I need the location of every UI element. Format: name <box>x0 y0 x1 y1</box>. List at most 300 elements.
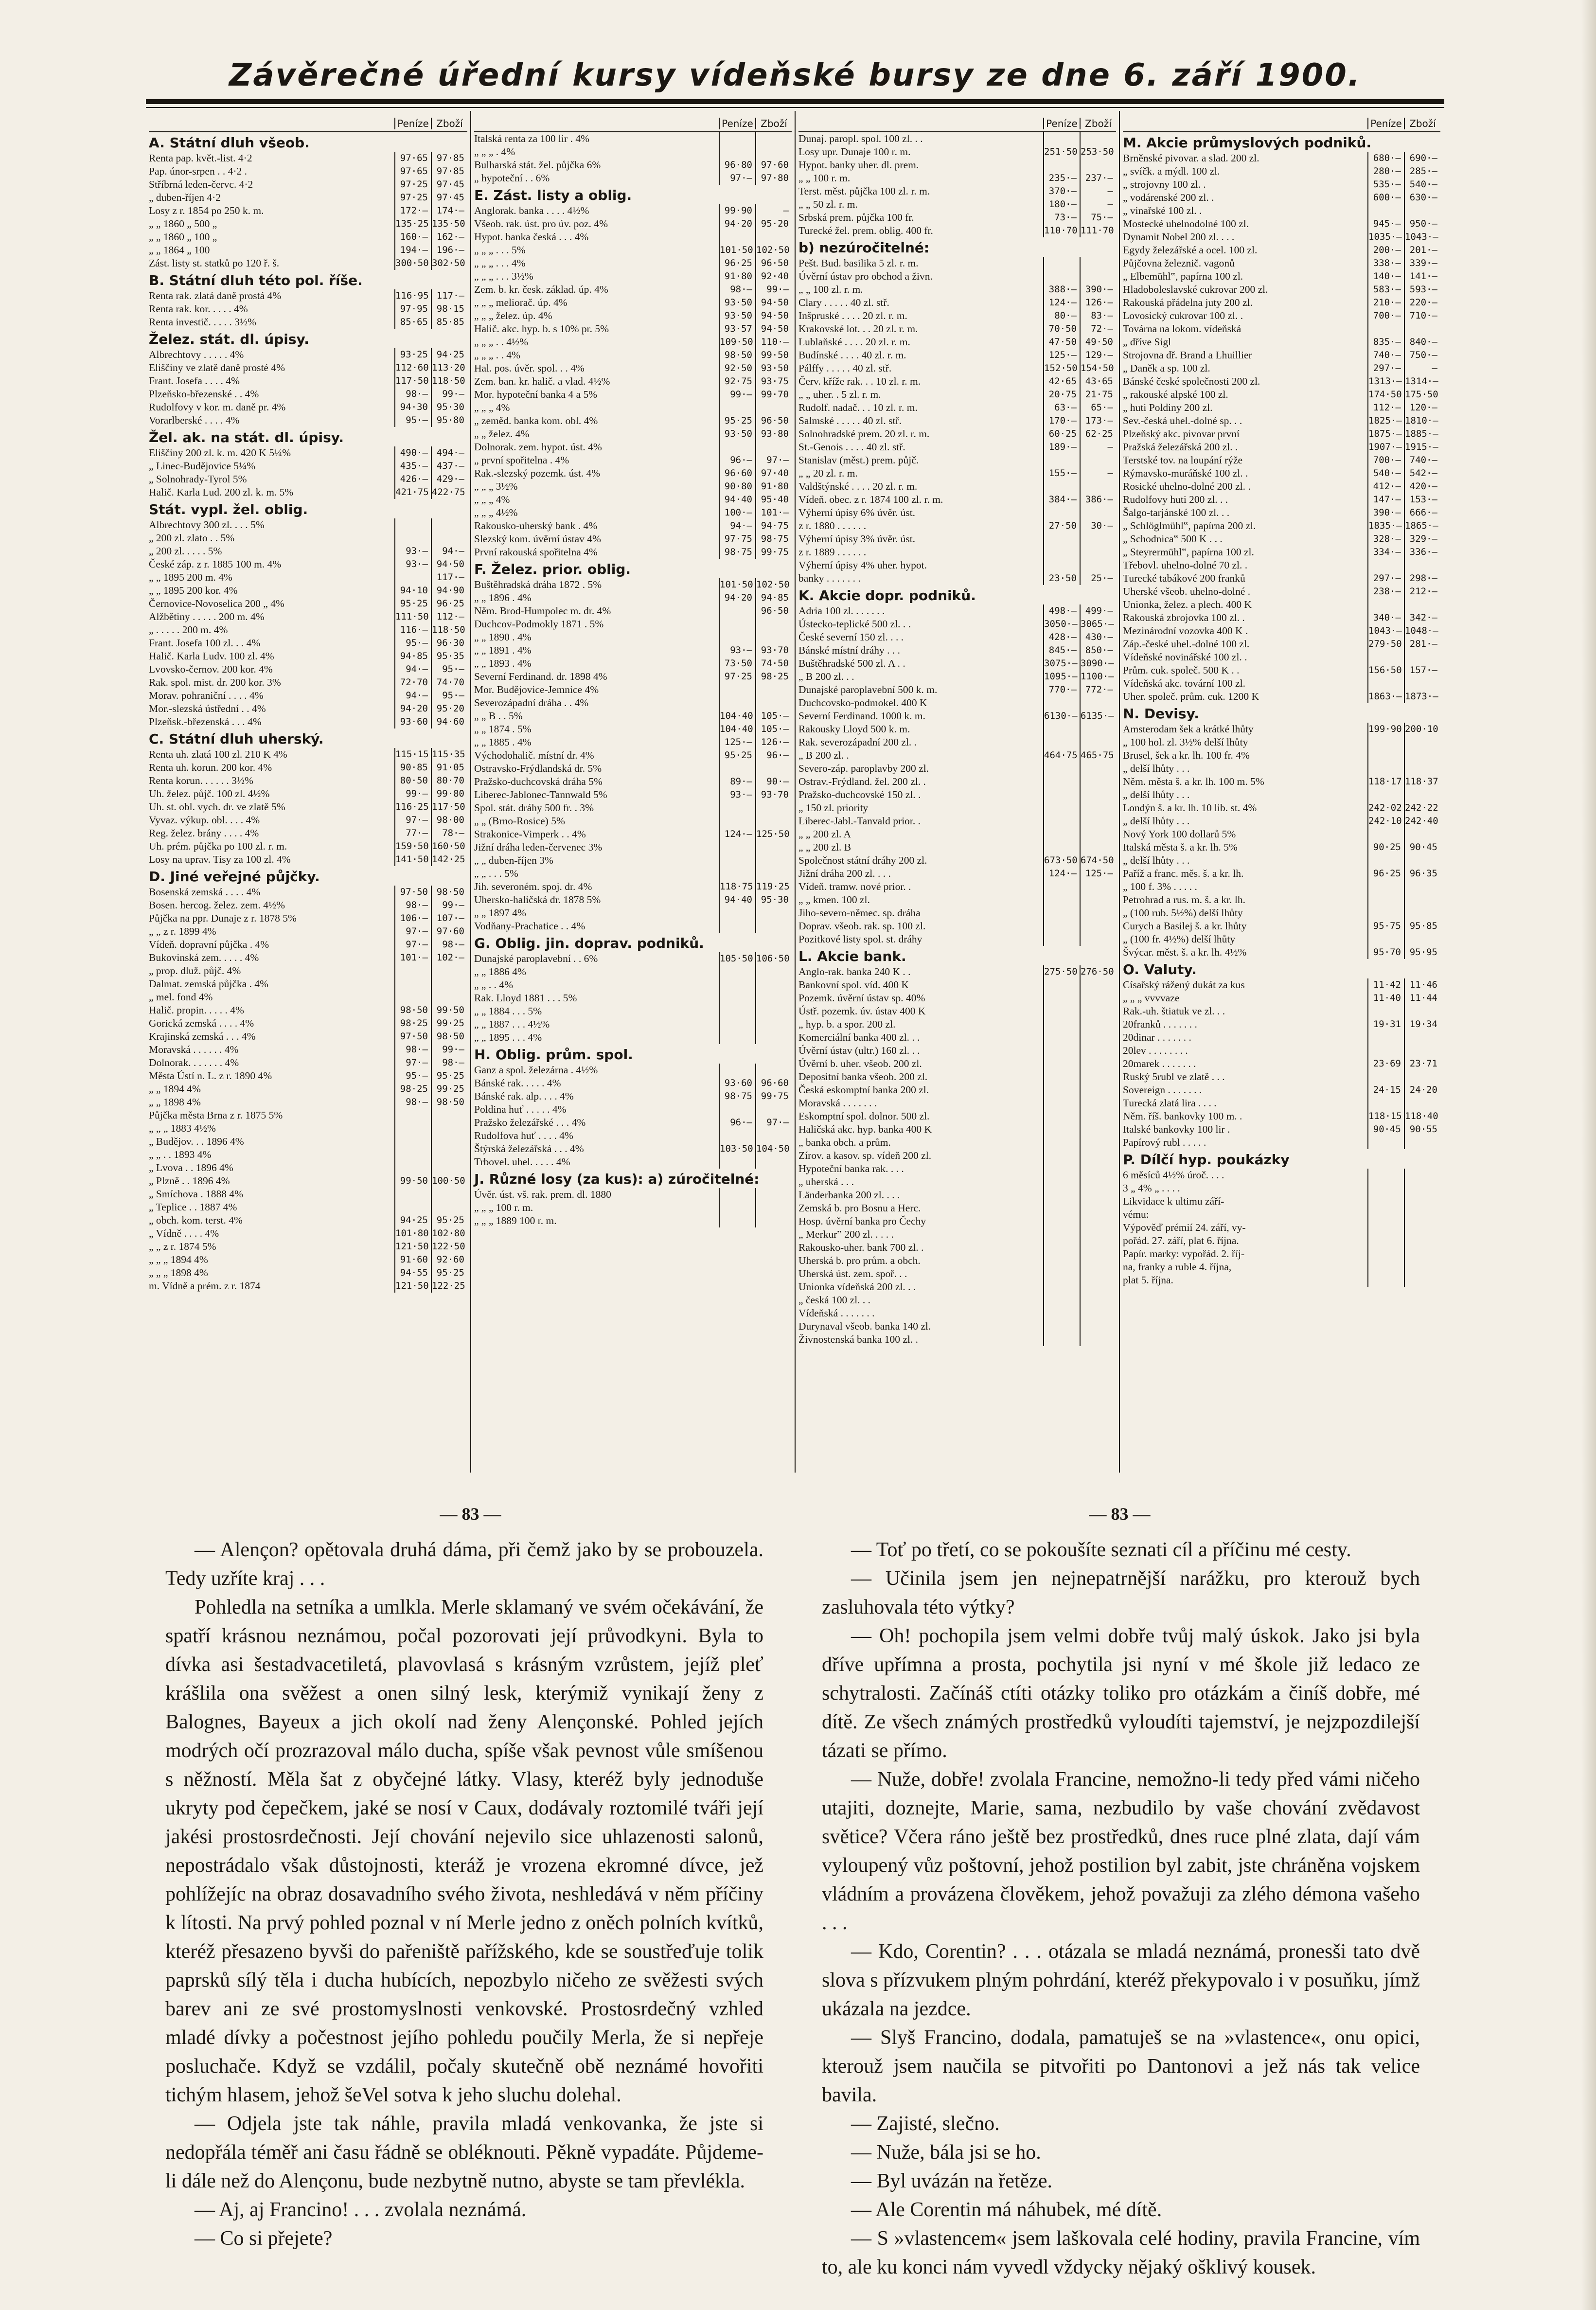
security-name: „ „ „ 1894 4% <box>149 1254 208 1265</box>
goods-price <box>755 762 792 775</box>
money-price: 95·— <box>394 637 431 650</box>
security-name: Adria 100 zl. . . . . . . <box>798 605 885 617</box>
security-name: „ 150 zl. priority <box>798 802 869 814</box>
security-name: Dunajské paroplavební . . 6% <box>474 953 598 964</box>
money-price: 89·— <box>719 775 755 788</box>
table-row <box>149 217 467 231</box>
goods-price <box>1080 454 1116 467</box>
security-name: Italská města š. a kr. lh. 5% <box>1123 841 1238 853</box>
security-name: Jih. severoném. spoj. dr. 4% <box>474 881 592 892</box>
header-goods: Zboží <box>431 118 467 129</box>
goods-price: 97·60 <box>755 159 792 172</box>
table-row <box>1123 283 1440 296</box>
money-price: 97·— <box>394 938 431 951</box>
goods-price <box>1080 270 1116 283</box>
security-name: „ „ „ . 4% <box>474 146 515 158</box>
goods-price <box>1404 1195 1440 1208</box>
goods-price: 94·25 <box>431 348 467 361</box>
money-price: 1825·— <box>1367 414 1404 427</box>
column-header <box>1123 111 1440 132</box>
security-name: Rakousko-uherský bank . 4% <box>474 520 598 532</box>
money-price: 428·— <box>1043 631 1080 644</box>
money-price: 328·— <box>1367 533 1404 546</box>
money-price: 20·75 <box>1043 388 1080 401</box>
security-name: Losy upr. Dunaje 100 r. m. <box>798 146 911 158</box>
security-name: „ „ „ želez. úp. 4% <box>474 310 552 321</box>
table-row <box>149 1227 467 1240</box>
table-row <box>474 670 792 683</box>
security-name: Hosp. úvěrní banka pro Čechy <box>798 1215 926 1227</box>
money-price: 540·— <box>1367 467 1404 480</box>
money-price <box>719 1129 755 1142</box>
goods-price <box>1404 1136 1440 1149</box>
table-row <box>1123 454 1440 467</box>
table-row <box>798 828 1116 841</box>
money-price: 297·— <box>1367 362 1404 375</box>
table-row <box>149 623 467 637</box>
security-name: Stříbrná leden-červc. 4·2 <box>149 178 253 190</box>
table-row <box>149 1266 467 1279</box>
security-name: Jižní dráha leden-červenec 3% <box>474 841 603 853</box>
goods-price: 95·80 <box>431 414 467 427</box>
story-paragraph: — Toť po třetí, co se pokoušíte seznati cíl a příčinu mé cesty. <box>851 1539 1351 1561</box>
section-heading: L. Akcie bank. <box>798 948 906 964</box>
table-row <box>1123 880 1440 893</box>
money-price <box>1043 1202 1080 1215</box>
table-row <box>798 933 1116 946</box>
table-row <box>149 774 467 787</box>
title-rule <box>146 99 1444 104</box>
goods-price <box>1080 775 1116 788</box>
security-name: „ „ „ 100 r. m. <box>474 1202 533 1213</box>
security-name: „ hypoteční . . 6% <box>474 172 550 184</box>
goods-price: — <box>1404 362 1440 375</box>
security-name: „ „ „ 1883 4½% <box>149 1122 216 1134</box>
goods-price <box>755 1129 792 1142</box>
security-name: „ „ 1885 . 4% <box>474 736 532 748</box>
money-price: 112·— <box>1367 401 1404 414</box>
security-name: „ Elbemühl‟, papírna 100 zl. <box>1123 270 1243 282</box>
goods-price: 105·— <box>755 710 792 723</box>
table-row <box>474 604 792 618</box>
money-price: 93·— <box>394 558 431 571</box>
security-name: Eliščiny ve zlatě daně prosté 4% <box>149 362 285 373</box>
money-price: 97·25 <box>719 670 755 683</box>
money-price: 93·50 <box>719 309 755 322</box>
goods-price <box>755 631 792 644</box>
goods-price: — <box>755 204 792 217</box>
goods-price: 97·60 <box>431 925 467 938</box>
money-price <box>719 604 755 618</box>
goods-price <box>1080 1254 1116 1267</box>
money-price: 47·50 <box>1043 336 1080 349</box>
money-price <box>719 841 755 854</box>
money-price <box>719 631 755 644</box>
table-row <box>798 336 1116 349</box>
table-row <box>149 1017 467 1030</box>
goods-price: 276·50 <box>1080 965 1116 978</box>
stock-column-4 <box>1119 111 1443 1473</box>
security-name: „ obch. kom. terst. 4% <box>149 1214 243 1226</box>
security-name: Krajinská zemská . . . 4% <box>149 1031 256 1042</box>
table-row <box>1123 1274 1440 1287</box>
goods-price <box>1080 788 1116 801</box>
money-price: 412·— <box>1367 480 1404 493</box>
security-name: „ Lvova . . 1896 4% <box>149 1162 233 1173</box>
header-goods: Zboží <box>1080 118 1116 129</box>
security-name: Bosenská zemská . . . . 4% <box>149 886 261 898</box>
goods-price <box>1404 749 1440 762</box>
money-price: 94·40 <box>719 493 755 506</box>
table-row <box>1123 1084 1440 1097</box>
table-row <box>798 401 1116 414</box>
goods-price: 85·85 <box>431 316 467 329</box>
table-row <box>1123 519 1440 533</box>
goods-price: 98·50 <box>431 886 467 899</box>
security-name: Severní Ferdinand. 1000 k. m. <box>798 710 925 722</box>
table-row <box>1123 270 1440 283</box>
money-price: 172·— <box>394 204 431 217</box>
money-price <box>1367 1247 1404 1261</box>
security-name: Haličská akc. hyp. banka 400 K <box>798 1123 932 1135</box>
section-heading: b) nezúročitelné: <box>798 240 930 256</box>
goods-price <box>1404 854 1440 867</box>
money-price <box>1043 762 1080 775</box>
security-name: „ „ „ . . . 4% <box>474 257 526 269</box>
security-name: Renta pap. květ.-list. 4·2 <box>149 152 252 164</box>
security-name: Něm. Brod-Humpolec m. dr. 4% <box>474 605 611 617</box>
security-name: Bulharská stát. žel. půjčka 6% <box>474 159 601 171</box>
money-price: 85·65 <box>394 316 431 329</box>
money-price <box>1367 893 1404 906</box>
table-row <box>474 749 792 762</box>
story-paragraph: — Odjela jste tak náhle, pravila mladá venkovanka, že jste si nedopřála téměř ani času řádně se obléknouti. Pěkně vypadáte. Půjdeme-li dále než do Alençonu, bude nezbytně nutno, abyste se tam převlékla. <box>165 2113 763 2192</box>
table-row <box>798 1110 1116 1123</box>
table-row <box>1123 1018 1440 1031</box>
table-row <box>474 920 792 933</box>
money-price: 280·— <box>1367 165 1404 178</box>
security-name: Půjčka města Brna z r. 1875 5% <box>149 1109 283 1121</box>
security-name: Clary . . . . . 40 zl. stř. <box>798 297 889 308</box>
table-row <box>798 696 1116 710</box>
money-price: 95·75 <box>1367 920 1404 933</box>
goods-price: 19·34 <box>1404 1018 1440 1031</box>
money-price: 297·— <box>1367 572 1404 585</box>
table-row <box>474 336 792 349</box>
money-price: 125·— <box>1043 349 1080 362</box>
goods-price <box>1404 1247 1440 1261</box>
goods-price <box>431 991 467 1004</box>
money-price <box>719 906 755 920</box>
goods-price: 1885·— <box>1404 427 1440 441</box>
money-price <box>719 867 755 880</box>
money-price <box>719 854 755 867</box>
table-row <box>474 841 792 854</box>
table-row <box>798 1097 1116 1110</box>
table-row <box>798 1333 1116 1346</box>
money-price: 1875·— <box>1367 427 1404 441</box>
table-row <box>149 1148 467 1161</box>
goods-price: 173·— <box>1080 414 1116 427</box>
table-row <box>1123 191 1440 204</box>
table-row <box>798 788 1116 801</box>
money-price: 242·02 <box>1367 801 1404 815</box>
security-name: Rudolfova huť . . . . 4% <box>474 1130 573 1141</box>
table-row <box>474 441 792 454</box>
security-name: „ „ „ 1889 100 r. m. <box>474 1215 557 1226</box>
table-row <box>1123 585 1440 598</box>
goods-price: 43·65 <box>1080 375 1116 388</box>
table-row <box>798 519 1116 533</box>
goods-price: 75·— <box>1080 211 1116 224</box>
security-name: Uh. prém. půjčka po 100 zl. r. m. <box>149 840 287 852</box>
security-name: Pražsko-duchcovské 150 zl. . <box>798 789 921 800</box>
section-heading: O. Valuty. <box>1123 961 1197 977</box>
money-price: 135·25 <box>394 217 431 231</box>
section-heading: Želez. stát. dl. úpisy. <box>149 331 309 347</box>
money-price <box>1367 1221 1404 1234</box>
security-name: 6 měsíců 4½% úroč. . . . <box>1123 1169 1224 1181</box>
security-name: Vyvaz. výkup. obl. . . . 4% <box>149 814 260 826</box>
money-price: 238·— <box>1367 585 1404 598</box>
security-name: „ delší lhůty . . . <box>1123 815 1190 827</box>
table-row <box>1123 762 1440 775</box>
goods-price: — <box>1080 441 1116 454</box>
goods-price <box>1404 1234 1440 1247</box>
table-row <box>798 906 1116 920</box>
money-price <box>1043 480 1080 493</box>
security-name: 20lev . . . . . . . . <box>1123 1045 1188 1056</box>
money-price <box>1043 1136 1080 1149</box>
money-price <box>1043 1294 1080 1307</box>
section-heading: E. Zást. listy a oblig. <box>474 187 632 203</box>
goods-price <box>755 401 792 414</box>
security-name: Třebovl. uhelno-dolné 70 zl. . <box>1123 559 1248 571</box>
money-price <box>1367 1274 1404 1287</box>
goods-price <box>1404 1261 1440 1274</box>
security-name: Inšpruské . . . . 20 zl. r. m. <box>798 310 907 321</box>
table-row <box>149 401 467 414</box>
security-name: Unionka vídeňská 200 zl. . . <box>798 1281 916 1293</box>
goods-price: 95·30 <box>431 401 467 414</box>
money-price: 1863·— <box>1367 690 1404 703</box>
goods-price: 157·— <box>1404 664 1440 677</box>
table-row <box>1123 788 1440 801</box>
table-row <box>798 493 1116 506</box>
goods-price <box>1404 933 1440 946</box>
table-row <box>798 1254 1116 1267</box>
goods-price: 390·— <box>1080 283 1116 296</box>
table-row <box>474 217 792 231</box>
table-row <box>1123 1234 1440 1247</box>
table-row <box>798 467 1116 480</box>
goods-price <box>755 145 792 159</box>
page-numbers <box>146 1492 1444 1536</box>
money-price: 490·— <box>394 446 431 460</box>
table-row <box>798 1162 1116 1175</box>
security-name: Mor.-slezská ústřední . . 4% <box>149 703 266 714</box>
money-price <box>719 618 755 631</box>
money-price: 93·60 <box>719 1077 755 1090</box>
table-row <box>1123 244 1440 257</box>
security-name: Italská renta za 100 lir . 4% <box>474 133 590 144</box>
goods-price: 201·— <box>1404 244 1440 257</box>
table-row <box>1123 664 1440 677</box>
table-row <box>149 1188 467 1201</box>
goods-price <box>1404 598 1440 611</box>
security-name: Dolnorak. zem. hypot. úst. 4% <box>474 441 602 453</box>
security-name: „ vodárenské 200 zl. . <box>1123 192 1214 203</box>
money-price: 105·50 <box>719 952 755 965</box>
goods-price: 342·— <box>1404 611 1440 624</box>
goods-price: 72·— <box>1080 322 1116 336</box>
goods-price <box>1404 788 1440 801</box>
goods-price <box>431 977 467 991</box>
security-name: „ „ 1895 200 m. 4% <box>149 571 232 583</box>
goods-price: 112·— <box>431 610 467 623</box>
money-price <box>1043 1005 1080 1018</box>
goods-price: 593·— <box>1404 283 1440 296</box>
goods-price: 212·— <box>1404 585 1440 598</box>
security-name: Curych a Basilej š. a kr. lhůty <box>1123 920 1247 932</box>
security-name: „ „ . . . 5% <box>474 868 518 879</box>
table-row <box>798 1005 1116 1018</box>
table-row <box>474 533 792 546</box>
table-row <box>798 322 1116 336</box>
security-name: Nový York 100 dollarů 5% <box>1123 828 1236 840</box>
goods-price <box>1080 559 1116 572</box>
goods-price: 200·10 <box>1404 723 1440 736</box>
goods-price <box>1404 762 1440 775</box>
table-row <box>1123 1261 1440 1274</box>
money-price <box>1043 1175 1080 1189</box>
money-price: 94·30 <box>394 401 431 414</box>
security-name: Srbská prem. půjčka 100 fr. <box>798 212 914 223</box>
security-name: „ duben-říjen 4·2 <box>149 192 221 203</box>
security-name: Uher. společ. prům. cuk. 1200 K <box>1123 691 1259 702</box>
security-name: Švýcar. měst. š. a kr. lh. 4½% <box>1123 946 1247 958</box>
money-price: 338·— <box>1367 257 1404 270</box>
column-header <box>149 111 467 132</box>
goods-price: 750·— <box>1404 349 1440 362</box>
money-price: 235·— <box>1043 172 1080 185</box>
money-price <box>1043 1044 1080 1057</box>
security-name: Úvěr. úst. vš. rak. prem. dl. 1880 <box>474 1189 611 1200</box>
money-price: 116·25 <box>394 800 431 814</box>
goods-price: 1873·— <box>1404 690 1440 703</box>
money-price: 95·25 <box>719 749 755 762</box>
table-row <box>798 1084 1116 1097</box>
security-name: Bankovní spol. víd. 400 K <box>798 979 909 991</box>
money-price <box>719 1018 755 1031</box>
goods-price <box>755 231 792 244</box>
money-price: 103·50 <box>719 1142 755 1155</box>
table-row <box>1123 920 1440 933</box>
money-price: 155·— <box>1043 467 1080 480</box>
money-price <box>1043 1084 1080 1097</box>
goods-price: 118·40 <box>1404 1110 1440 1123</box>
money-price <box>1043 546 1080 559</box>
goods-price: 98·15 <box>431 302 467 316</box>
money-price: 98·25 <box>394 1017 431 1030</box>
money-price: 845·— <box>1043 644 1080 657</box>
goods-price: — <box>1080 185 1116 198</box>
section-heading: G. Oblig. jin. doprav. podniků. <box>474 935 704 951</box>
money-price: 124·— <box>719 828 755 841</box>
security-name: „ „ 200 zl. B <box>798 841 851 853</box>
goods-price <box>1080 1149 1116 1162</box>
table-row <box>798 893 1116 906</box>
security-name: m. Vídně a prém. z r. 1874 <box>149 1280 261 1292</box>
security-name: Severo-záp. paroplavby 200 zl. <box>798 763 929 774</box>
money-price: 94·20 <box>394 702 431 715</box>
security-name: „ B 200 zl. . . <box>798 671 854 682</box>
table-row <box>1123 388 1440 401</box>
table-row <box>1123 978 1440 992</box>
table-row <box>149 1174 467 1188</box>
security-name: „ „ duben-říjen 3% <box>474 854 553 866</box>
table-row <box>149 912 467 925</box>
security-name: „ „ 1887 . . . 4½% <box>474 1018 550 1030</box>
money-price: 93·50 <box>719 296 755 309</box>
goods-price <box>755 132 792 145</box>
security-name: „ „ 1895 200 kor. 4% <box>149 585 238 596</box>
money-price: 97·50 <box>394 886 431 899</box>
money-price: 94·— <box>719 519 755 533</box>
money-price <box>1367 762 1404 775</box>
security-name: St.-Genois . . . . 40 zl. stř. <box>798 441 905 453</box>
goods-price: 1810·— <box>1404 414 1440 427</box>
money-price: 93·50 <box>719 427 755 441</box>
story-paragraph: — Byl uvázán na řetěze. <box>851 2170 1052 2192</box>
security-name: Jiho-severo-němec. sp. dráha <box>798 907 921 919</box>
goods-price: 102·50 <box>755 578 792 591</box>
money-price: 1035·— <box>1367 231 1404 244</box>
table-row <box>474 1005 792 1018</box>
money-price <box>1367 559 1404 572</box>
money-price <box>1043 1149 1080 1162</box>
security-name: „ banka obch. a prům. <box>798 1137 891 1148</box>
security-name: „ uherská . . . <box>798 1176 854 1188</box>
table-row <box>798 211 1116 224</box>
goods-price <box>1080 257 1116 270</box>
goods-price: 95·95 <box>1404 946 1440 959</box>
security-name: Buštěhradská dráha 1872 . 5% <box>474 579 602 590</box>
goods-price <box>1080 1005 1116 1018</box>
goods-price: 97·45 <box>431 191 467 204</box>
money-price <box>1043 1057 1080 1070</box>
table-row <box>798 1149 1116 1162</box>
goods-price: 95·25 <box>431 1214 467 1227</box>
goods-price <box>1080 841 1116 854</box>
security-name: „ „ 1860 „ 500 „ <box>149 218 217 230</box>
column-header <box>474 111 792 132</box>
security-name: „ „ „ 4½% <box>474 507 518 518</box>
goods-price: 97·— <box>755 454 792 467</box>
money-price <box>1043 159 1080 172</box>
security-name: Liberec-Jabl.-Tanvald prior. . <box>798 815 921 827</box>
money-price: 93·60 <box>394 715 431 729</box>
security-name: Rudolfovy v kor. m. daně pr. 4% <box>149 401 286 413</box>
goods-price: 107·— <box>431 912 467 925</box>
table-row <box>474 283 792 296</box>
security-name: Vídeň. tramw. nové prior. . <box>798 881 911 892</box>
security-name: Renta rak. kor. . . . . 4% <box>149 303 248 315</box>
table-row <box>798 375 1116 388</box>
table-row <box>1123 296 1440 309</box>
money-price <box>1043 1123 1080 1136</box>
table-row <box>474 480 792 493</box>
